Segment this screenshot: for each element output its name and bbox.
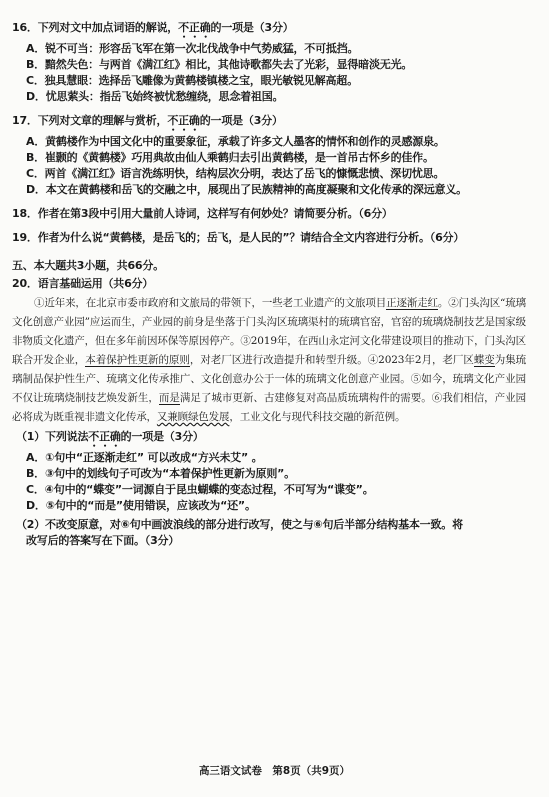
- question-20-heading: 20．语言基础运用（共6分）: [12, 277, 154, 290]
- question-17-option-a: A．黄鹤楼作为中国文化中的重要象征，承载了许多文人墨客的情怀和创作的灵感源泉。: [26, 135, 445, 148]
- question-16-option-a: A．锐不可当：形容岳飞军在第一次北伐战争中气势威猛，不可抵挡。: [26, 42, 359, 55]
- question-17-option-d: D．本文在黄鹤楼和岳飞的交融之中，展现出了民族精神的高度凝聚和文化传承的深远意义。: [26, 183, 467, 196]
- emphasized-word: 不正确: [167, 114, 200, 127]
- question-16-stem: 16．下列对文中加点词语的解说，不正确的一项是（3分）: [12, 21, 294, 34]
- question-17-stem: 17．下列对文章的理解与赏析，不正确的一项是（3分）: [12, 114, 283, 127]
- question-16-option-b: B．黯然失色：与两首《满江红》相比，其他诗歌都失去了光彩，显得暗淡无光。: [26, 58, 413, 71]
- question-18: 18．作者在第3段中引用大量前人诗词，这样写有何妙处？请简要分析。（6分）: [12, 207, 393, 220]
- section-5-heading: 五、本大题共3小题，共66分。: [12, 259, 164, 272]
- sub-question-1-option-d: D．⑤句中的“而是”使用错误，应该改为“还”。: [26, 499, 256, 512]
- sub-question-1-option-b: B．③句中的划线句子可改为“本着保护性更新为原则”。: [26, 467, 295, 480]
- underlined-sentence: 本着保护性更新的原则: [85, 354, 190, 366]
- question-17-option-c: C．两首《满江红》语言洗练明快，结构层次分明，表达了岳飞的慷慨悲愤、深切忧思。: [26, 167, 445, 180]
- underlined-word: 蝶变: [473, 354, 495, 366]
- sub-question-1-option-c: C．④句中的“蝶变”一词源自于昆虫蝴蝶的变态过程，不可写为“谍变”。: [26, 483, 374, 496]
- sub-question-1-stem: （1）下列说法不正确的一项是（3分）: [16, 430, 204, 443]
- sub-question-1-option-a: A．①句中“正逐渐走红” 可以改成“方兴未艾” 。: [26, 451, 263, 464]
- underlined-phrase: 正逐渐走红: [386, 297, 438, 309]
- question-16-option-c: C．独具慧眼：选择岳飞雕像为黄鹤楼镇楼之宝，眼光敏锐见解高超。: [26, 74, 358, 87]
- wavy-underlined-phrase: 又兼顾绿色发展: [156, 411, 230, 423]
- sub-question-2-line-1: （2）不改变原意，对⑥句中画波浪线的部分进行改写，使之与⑥句后半部分结构基本一致。将: [16, 518, 463, 531]
- question-17-option-b: B．崔颢的《黄鹤楼》巧用典故由仙人乘鹤归去引出黄鹤楼，是一首吊古怀乡的佳作。: [26, 151, 434, 164]
- reading-passage: ①近年来，在北京市委市政府和文旅局的带领下，一些老工业遗产的文旅项目正逐渐走红。②门头沟区“琉璃文化创意产业园”应运而生，产业园的前身是坐落于门头沟区琉璃渠村的琉璃官窑，官窑的琉璃烧制技艺是国家级非物质文化遗产，但在多年前因环保等原因停产。③2019年，在西山永定河文化带建设项目的推动下，门头沟区联合开发企业，本着保护性更新的原则，对老厂区进行改造提升和转型升级。④2023年2月，老厂区蝶变为集琉璃制品保护性生产、琉璃文化传承推广、文化创意办公于一体的琉璃文化创意产业园。⑤如今，琉璃文化产业园不仅让琉璃烧制技艺焕发新生，而是满足了城市更新、古建修复对高品质琉璃构件的需要。⑥我们相信，产业园必将成为既重视非遗文化传承，又兼顾绿色发展，工业文化与现代科技交融的新范例。: [12, 297, 527, 423]
- exam-content: [12, 20, 532, 549]
- page-footer: 高三语文试卷 第8页（共9页）: [198, 765, 351, 777]
- sub-question-2-line-2: 改写后的答案写在下面。（3分）: [26, 534, 180, 547]
- underlined-conjunction: 而是: [158, 392, 180, 404]
- emphasized-word: 不正确: [88, 430, 121, 443]
- question-19: 19．作者为什么说“黄鹤楼，是岳飞的；岳飞，是人民的”？请结合全文内容进行分析。（6分）: [12, 231, 465, 244]
- emphasized-word: 不正确: [178, 21, 211, 34]
- question-16-option-d: D．忧思萦头：指岳飞始终被忧愁缠绕，思念着祖国。: [26, 90, 284, 103]
